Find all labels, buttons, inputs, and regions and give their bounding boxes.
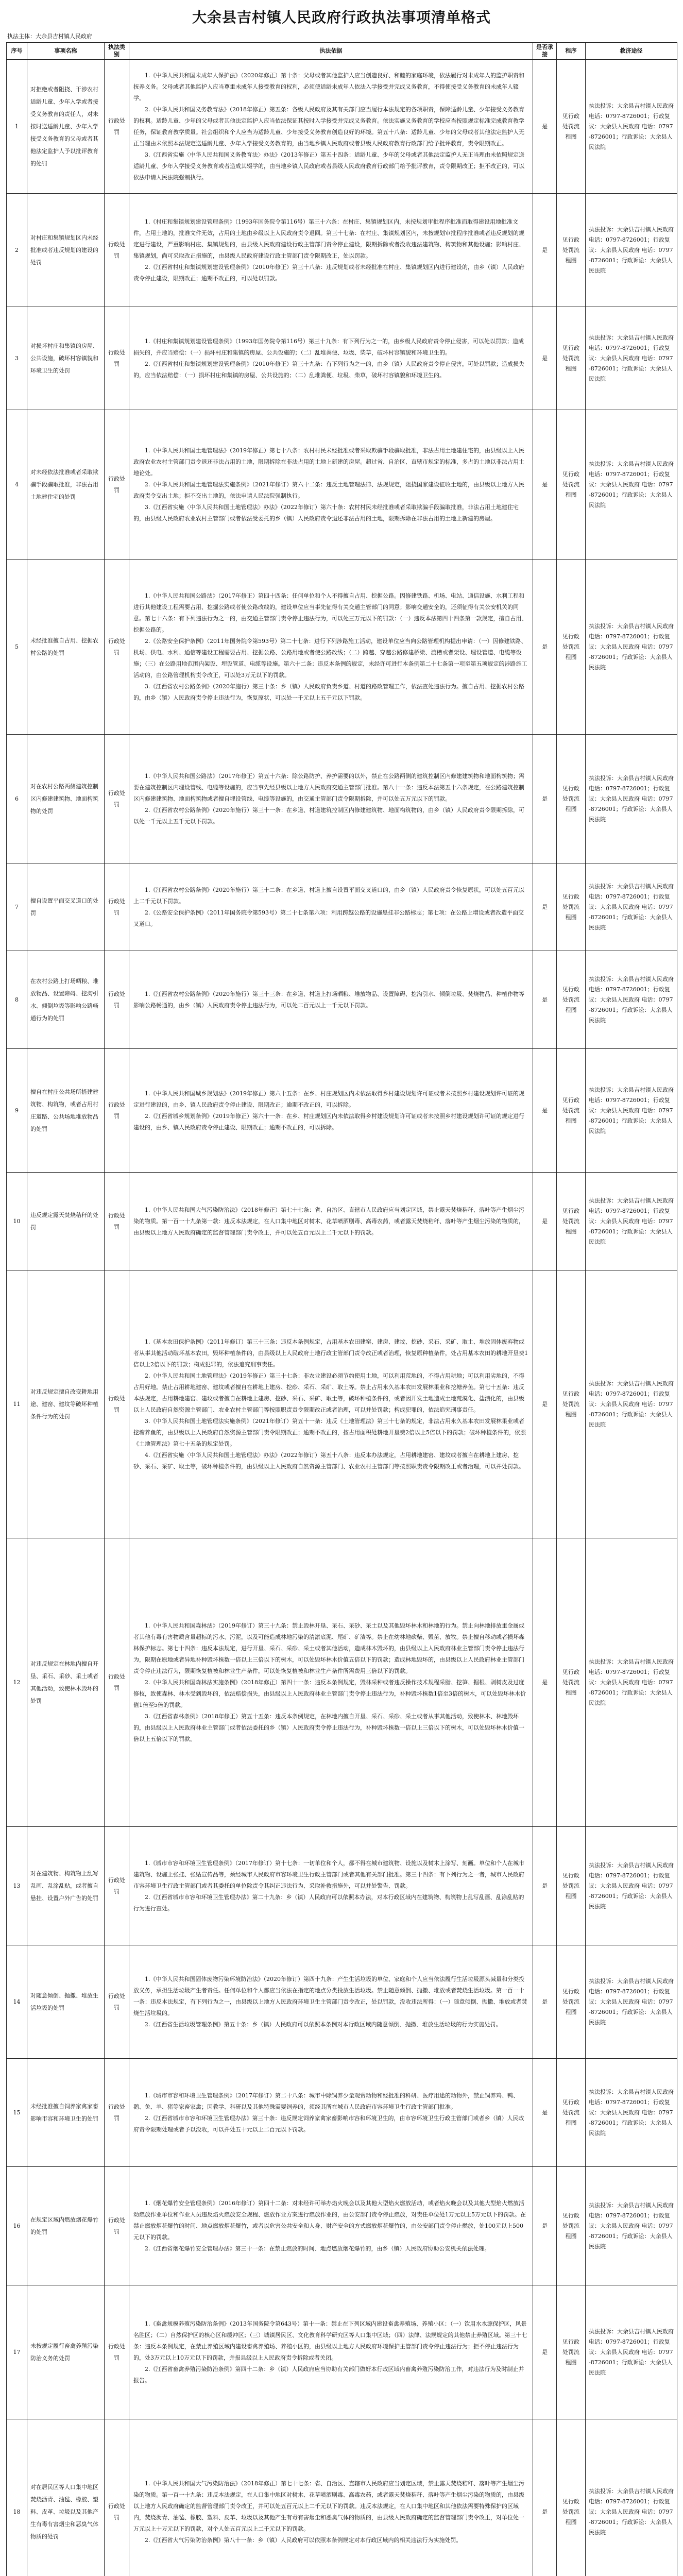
header-procedure: 程序 <box>557 43 586 60</box>
table-row <box>7 1945 677 2059</box>
enforcement-category: 行政处罚 <box>105 194 129 307</box>
table-row <box>7 410 677 560</box>
item-name: 对违反规定擅自改变耕地用途、建窑、建坟等破坏种植条件行为的处罚 <box>27 1270 105 1538</box>
legal-basis-paragraph: 2.《江西省村庄和集镇规划建设管理条例》（2010年修正）第三十九条：有下列行为之一的，由乡（镇）人民政府责令停止侵害，可处以罚款；造成损失的，应当依法赔偿：（一）损坏村庄和集镇的房屋、公共设施的；（二）乱堆粪便、垃圾、柴草，破坏村容镇貌和环境卫生的。 <box>133 360 524 379</box>
legal-basis-paragraph: 2.《江西省大气污染防治条例》第八十一条：乡（镇）人民政府可以依照本条例规定对本行政区域内的相关违法行为实施处罚。 <box>145 2536 462 2544</box>
table-row <box>7 1270 677 1538</box>
table-body <box>7 60 677 2576</box>
enforcement-category: 行政处罚 <box>105 2419 129 2576</box>
enforcement-category: 行政处罚 <box>105 60 129 194</box>
legal-basis <box>129 560 533 735</box>
legal-basis-paragraph: 1.《村庄和集镇规划建设管理条例》（1993年国务院令第116号）第三十六条：在村庄、集镇规划区内，未按规划审批程序批准而取得建设用地批准文件，占用土地的，批准文件无效，占用的土地由乡级以上人民政府责令退回。第三十七条：在村庄、集镇规划区内，未按规划审批程序批准或者违反规划的规定进行建设，严重影响村庄、集镇规划的，由县级人民政府建设行政主管部门责令停止建设，限期拆除或者没收违法建筑物、构筑物和其他设施；影响村庄、集镇规划，尚可采取改正措施的，由县级人民政府建设行政主管部门责令限期改正，处以罚款。 <box>133 218 524 259</box>
enforcement-unit-label: 执法主体：大余县吉村镇人民政府 <box>7 33 92 40</box>
enforcement-category: 行政处罚 <box>105 951 129 1049</box>
accepted-flag: 是 <box>533 1538 557 1827</box>
table-row <box>7 307 677 410</box>
remedy-channels: 执法投诉：大余县吉村镇人民政府 电话：0797-8726001；行政复议：大余县人民政府 电话：0797-8726001；行政诉讼：大余县人民法院 <box>586 1538 677 1827</box>
table-row <box>7 60 677 194</box>
legal-basis-paragraph: 1.《中华人民共和国城乡规划法》（2019年修正）第六十五条：在乡、村庄规划区内未依法取得乡村建设规划许可证或者未按照乡村建设规划许可证的规定进行建设的，由乡、镇人民政府责令停止建设、限期改正；逾期不改正的，可以拆除。 <box>133 1090 524 1108</box>
legal-basis-paragraph: 3.《江西省实施〈中华人民共和国土地管理法〉办法》（2022年修订）第六十条：农村村民未经批准或者采取欺骗手段骗取批准，非法占用土地建住宅的，由县级人民政府农业农村主管部门或者依法受委托的乡（镇）人民政府责令退还非法占用的土地，限期拆除在非法占用的土地上新建的房屋。 <box>133 503 519 522</box>
accepted-flag: 是 <box>533 1173 557 1270</box>
procedure: 见行政处罚流程图 <box>557 1945 586 2059</box>
procedure: 见行政处罚流程图 <box>557 1827 586 1945</box>
item-name: 对违反规定在林地内擅自开垦、采石、采砂、采土或者其他活动，致使林木毁坏的处罚 <box>27 1538 105 1827</box>
legal-basis <box>129 735 533 863</box>
header-remedy: 救济途径 <box>586 43 677 60</box>
enforcement-category: 行政处罚 <box>105 2167 129 2285</box>
legal-basis-paragraph: 1.《中华人民共和国未成年人保护法》（2020年修正）第十条：父母或者其他监护人应当创造良好、和睦的家庭环境，依法履行对未成年人的监护职责和抚养义务。父母或者其他监护人应当尊重未成年人接受教育的权利，必须使适龄未成年人依法入学接受并完成义务教育，不得使接受义务教育的未成年人辍学。 <box>133 72 524 101</box>
row-number: 16 <box>7 2167 27 2285</box>
item-name: 在农村公路上打场晒粮、堆放物品、设置障碍、挖沟引水、倾倒垃圾等影响公路畅通行为的处罚 <box>27 951 105 1049</box>
table-row <box>7 1049 677 1173</box>
table-row <box>7 2285 677 2419</box>
table-row <box>7 2059 677 2167</box>
row-number: 2 <box>7 194 27 307</box>
accepted-flag: 是 <box>533 2059 557 2167</box>
table-row <box>7 560 677 735</box>
legal-basis-paragraph: 1.《中华人民共和国大气污染防治法》（2018年修正）第七十七条：省、自治区、直辖市人民政府应当划定区域，禁止露天焚烧秸秆、落叶等产生烟尘污染的物质。第一百一十九条：违反本法规定，在人口集中地区对树木、花草喷洒剧毒、高毒农药，或者露天焚烧秸秆、落叶等产生烟尘污染的物质的，由县级以上地方人民政府确定的监督管理部门责令改正，并可以处五百元以上二千元以下的罚款。违反本法规定，在人口集中地区和其他依法需要特殊保护的区域内，焚烧沥青、油毡、橡胶、塑料、皮革、垃圾以及其他产生有毒有害烟尘和恶臭气体的物质的，由县级人民政府确定的监督管理部门责令改正，对单位处一万元以上十万元以下的罚款，对个人处五百元以上二千元以下的罚款。 <box>133 2480 524 2532</box>
legal-basis <box>129 2285 533 2419</box>
enforcement-category: 行政处罚 <box>105 410 129 560</box>
remedy-channels: 执法投诉：大余县吉村镇人民政府 电话：0797-8726001；行政复议：大余县人民政府 电话：0797-8726001；行政诉讼：大余县人民法院 <box>586 2059 677 2167</box>
procedure: 见行政处罚流程图 <box>557 2167 586 2285</box>
remedy-channels: 执法投诉：大余县吉村镇人民政府 电话：0797-8726001；行政复议：大余县人民政府 电话：0797-8726001；行政诉讼：大余县人民法院 <box>586 410 677 560</box>
legal-basis <box>129 951 533 1049</box>
header-category: 执法类别 <box>105 43 129 60</box>
accepted-flag: 是 <box>533 951 557 1049</box>
procedure: 见行政处罚流程图 <box>557 60 586 194</box>
legal-basis-paragraph: 1.《中华人民共和国森林法》（2019年修订）第三十九条：禁止毁林开垦、采石、采砂、采土以及其他毁坏林木和林地的行为。禁止向林地排放重金属或者其他有毒有害物质含量超标的污水、污泥，以及可能造成林地污染的清淤底泥、尾矿、矿渣等。禁止在幼林地砍柴、毁苗、放牧。禁止擅自移动或者损坏森林保护标志。第七十四条：违反本法规定，进行开垦、采石、采砂、采土或者其他活动，造成林木毁坏的，由县级以上人民政府林业主管部门责令停止违法行为，限期在原地或者异地补种毁坏株数一倍以上三倍以下的树木，可以处毁坏林木价值五倍以下的罚款；造成林地毁坏的，由县级以上人民政府林业主管部门责令停止违法行为，限期恢复植被和林业生产条件，可以处恢复植被和林业生产条件所需费用三倍以下的罚款。 <box>133 1622 524 1674</box>
table-row <box>7 2167 677 2285</box>
legal-basis-paragraph: 2.《江西省生活垃圾管理条例》第五十条：乡（镇）人民政府可以依照本条例对本行政区域内随意倾倒、抛撒、堆放生活垃圾的行为实施处罚。 <box>145 2021 502 2028</box>
remedy-channels: 执法投诉：大余县吉村镇人民政府 电话：0797-8726001；行政复议：大余县人民政府 电话：0797-8726001；行政诉讼：大余县人民法院 <box>586 951 677 1049</box>
accepted-flag: 是 <box>533 1270 557 1538</box>
enforcement-items-table <box>6 42 677 2576</box>
procedure: 见行政处罚流程图 <box>557 1270 586 1538</box>
procedure: 见行政处罚流程图 <box>557 1538 586 1827</box>
legal-basis-paragraph: 1.《城市市容和环境卫生管理条例》（2017年修订）第十七条：一切单位和个人，都不得在城市建筑物、设施以及树木上涂写、刻画。单位和个人在城市建筑物、设施上张挂、张贴宣传品等，须经城市人民政府市容环境卫生行政主管部门或者其他有关部门批准。第三十四条：有下列行为之一者，城市人民政府市容环境卫生行政主管部门或者其委托的单位除责令其纠正违法行为、采取补救措施外，可以并处警告、罚款。 <box>133 1859 524 1889</box>
accepted-flag: 是 <box>533 2419 557 2576</box>
enforcement-category: 行政处罚 <box>105 1538 129 1827</box>
legal-basis <box>129 1049 533 1173</box>
row-number: 1 <box>7 60 27 194</box>
table-row <box>7 1173 677 1270</box>
enforcement-category: 行政处罚 <box>105 1049 129 1173</box>
legal-basis-paragraph: 1.《中华人民共和国公路法》（2017年修正）第四十四条：任何单位和个人不得擅自占用、挖掘公路。因修建铁路、机场、电站、通信设施、水利工程和进行其他建设工程需要占用、挖掘公路或者使公路改线的，建设单位应当事先征得有关交通主管部门的同意；影响交通安全的，还须征得有关公安机关的同意。第七十六条：有下列违法行为之一的，由交通主管部门责令停止违法行为，可以处三万元以下的罚款：（一）违反本法第四十四条第一款规定，擅自占用、挖掘公路的。 <box>133 592 527 633</box>
item-name: 在规定区域内燃放烟花爆竹的处罚 <box>27 2167 105 2285</box>
legal-basis <box>129 307 533 410</box>
legal-basis <box>129 1827 533 1945</box>
accepted-flag: 是 <box>533 2167 557 2285</box>
accepted-flag: 是 <box>533 410 557 560</box>
legal-basis <box>129 1173 533 1270</box>
item-name: 对随意倾倒、抛撒、堆放生活垃圾的处罚 <box>27 1945 105 2059</box>
legal-basis-paragraph: 1.《烟花爆竹安全管理条例》（2016年修订）第四十二条：对未经许可举办焰火晚会以及其他大型焰火燃放活动，或者焰火晚会以及其他大型焰火燃放活动燃放作业单位和作业人员违反焰火燃放安全规程、燃放作业方案进行燃放作业的，由公安部门责令停止燃放，对责任单位处1万元以上5万元以下的罚款。在禁止燃放烟花爆竹的时间、地点燃放烟花爆竹，或者以危害公共安全和人身、财产安全的方式燃放烟花爆竹的，由公安部门责令停止燃放，处100元以上500元以下的罚款。 <box>133 2199 526 2241</box>
enforcement-category: 行政处罚 <box>105 2285 129 2419</box>
legal-basis-paragraph: 2.《公路安全保护条例》（2011年国务院令第593号）第二十七条第六项：利用跨越公路的设施悬挂非公路标志；第七项：在公路上增设或者改造平面交叉道口。 <box>133 909 524 927</box>
procedure: 见行政处罚流程图 <box>557 194 586 307</box>
row-number: 8 <box>7 951 27 1049</box>
enforcement-category: 行政处罚 <box>105 2059 129 2167</box>
item-name: 对在农村公路两侧建筑控制区内修建建筑物、地面构筑物的处罚 <box>27 735 105 863</box>
enforcement-category: 行政处罚 <box>105 1173 129 1270</box>
row-number: 4 <box>7 410 27 560</box>
accepted-flag: 是 <box>533 194 557 307</box>
legal-basis-paragraph: 2.《中华人民共和国森林法实施条例》（2018年修正）第四十一条：违反本条例规定，毁林采种或者违反操作技术规程采脂、挖笋、掘根、剥树皮及过度修枝，致使森林、林木受到毁坏的，依法赔偿损失，由县级以上人民政府林业主管部门责令停止违法行为，补种毁坏株数1倍至3倍的树木，可以处毁坏林木价值1倍至5倍的罚款。 <box>133 1679 526 1708</box>
enforcement-category: 行政处罚 <box>105 863 129 951</box>
item-name: 对在建筑物、构筑物上乱写乱画、乱涂乱贴，或者擅自悬挂、设置户外广告的处罚 <box>27 1827 105 1945</box>
remedy-channels: 执法投诉：大余县吉村镇人民政府 电话：0797-8726001；行政复议：大余县人民政府 电话：0797-8726001；行政诉讼：大余县人民法院 <box>586 60 677 194</box>
legal-basis-paragraph: 2.《江西省农村公路条例》（2020年施行）第三十一条：在乡道、村道建筑控制区内修建建筑物、地面构筑物的，由乡（镇）人民政府责令限期拆除，可以处一千元以上五千元以下罚款。 <box>133 806 524 825</box>
procedure: 见行政处罚流程图 <box>557 1173 586 1270</box>
legal-basis-paragraph: 1.《畜禽规模养殖污染防治条例》（2013年国务院令第643号）第十一条：禁止在下列区域内建设畜禽养殖场、养殖小区：（一）饮用水水源保护区，风景名胜区；（二）自然保护区的核心区和缓冲区；（三）城镇居民区、文化教育科学研究区等人口集中区域；（四）法律、法规规定的其他禁止养殖区域。第三十七条：违反本条例规定，在禁止养殖区域内建设畜禽养殖场、养殖小区的，由县级以上地方人民政府环境保护主管部门责令停止违法行为；拒不停止违法行为的，处3万元以上10万元以下的罚款，并报县级以上人民政府责令拆除或者关闭。 <box>133 2320 527 2361</box>
procedure: 见行政处罚流程图 <box>557 2285 586 2419</box>
legal-basis-paragraph: 3.《江西省农村公路条例》（2020年施行）第三十条：乡（镇）人民政府负责乡道、村道的路政管理工作，依法查处违法行为。擅自占用、挖掘农村公路的，由乡（镇）人民政府责令停止违法行为，恢复原状，可以处一千元以上五千元以下罚款。 <box>133 683 524 701</box>
legal-basis-paragraph: 1.《中华人民共和国土地管理法》（2019年修正）第七十八条：农村村民未经批准或者采取欺骗手段骗取批准，非法占用土地建住宅的，由县级以上人民政府农业农村主管部门责令退还非法占用的土地，限期拆除在非法占用的土地上新建的房屋。超过省、自治区、直辖市规定的标准，多占的土地以非法占用土地论处。 <box>133 447 524 477</box>
item-name: 擅自设置平面交叉道口的处罚 <box>27 863 105 951</box>
remedy-channels: 执法投诉：大余县吉村镇人民政府 电话：0797-8726001；行政复议：大余县人民政府 电话：0797-8726001；行政诉讼：大余县人民法院 <box>586 194 677 307</box>
enforcement-category: 行政处罚 <box>105 1270 129 1538</box>
legal-basis-paragraph: 2.《江西省城市市容和环境卫生管理办法》第三十条：违反规定饲养家禽家畜影响市容和环境卫生的，由市容环境卫生行政主管部门或者乡（镇）人民政府责令限期处理或者予以没收，可以并处五十元以上二百元以下罚款。 <box>133 2114 524 2133</box>
table-row <box>7 194 677 307</box>
table-row <box>7 1538 677 1827</box>
table-row <box>7 863 677 951</box>
legal-basis <box>129 1538 533 1827</box>
accepted-flag: 是 <box>533 1827 557 1945</box>
legal-basis-paragraph: 3.《江西省实施〈中华人民共和国义务教育法〉办法》（2013年修正）第五十四条：适龄儿童、少年的父母或者其他法定监护人无正当理由未依照规定送适龄儿童、少年入学接受义务教育或者造成其辍学的，由当地乡镇人民政府或者县级人民政府教育行政部门给予批评教育，责令限期改正；拒不改正的，可以依法申请人民法院强制执行。 <box>133 151 524 181</box>
enforcement-category: 行政处罚 <box>105 735 129 863</box>
legal-basis-paragraph: 2.《江西省烟花爆竹安全管理办法》第三十一条：在禁止燃放的时间、地点燃放烟花爆竹的，由乡（镇）人民政府协助公安机关依法处理。 <box>145 2245 490 2252</box>
legal-basis <box>129 2167 533 2285</box>
header-item-name: 事项名称 <box>27 43 105 60</box>
legal-basis-paragraph: 2.《江西省村庄和集镇规划建设管理条例》（2010年修正）第三十八条：违反规划或者未经批准在村庄、集镇规划区内进行建设的，由乡（镇）人民政府责令停止建设，限期改正；逾期不改正的，可以处以罚款。 <box>133 263 524 282</box>
remedy-channels: 执法投诉：大余县吉村镇人民政府 电话：0797-8726001；行政复议：大余县人民政府 电话：0797-8726001；行政诉讼：大余县人民法院 <box>586 307 677 410</box>
item-name: 对村庄和集镇规划区内未经批准或者违反规划的建设的处罚 <box>27 194 105 307</box>
legal-basis <box>129 194 533 307</box>
remedy-channels: 执法投诉：大余县吉村镇人民政府 电话：0797-8726001；行政复议：大余县人民政府 电话：0797-8726001；行政诉讼：大余县人民法院 <box>586 2419 677 2576</box>
remedy-channels: 执法投诉：大余县吉村镇人民政府 电话：0797-8726001；行政复议：大余县人民政府 电话：0797-8726001；行政诉讼：大余县人民法院 <box>586 1827 677 1945</box>
legal-basis-paragraph: 4.《江西省实施〈中华人民共和国土地管理法〉办法》（2022年修订）第五十八条：违反本办法规定，占用耕地建窑、建坟或者擅自在耕地上建房、挖砂、采石、采矿、取土等，破坏种植条件的，由县级以上人民政府自然资源主管部门、农业农村主管部门等按照职责责令限期改正或者治理，可以并处罚款。 <box>133 1451 524 1470</box>
procedure: 见行政处罚流程图 <box>557 735 586 863</box>
table-row <box>7 2419 677 2576</box>
remedy-channels: 执法投诉：大余县吉村镇人民政府 电话：0797-8726001；行政复议：大余县人民政府 电话：0797-8726001；行政诉讼：大余县人民法院 <box>586 735 677 863</box>
legal-basis-paragraph: 1.《城市市容和环境卫生管理条例》（2017年修订）第二十八条：城市中除饲养少量观赏动物和经批准的科研、医疗用途的动物外，禁止饲养鸡、鸭、鹅、兔、羊、猪等家畜家禽；因教学、科研以及其他特殊需要饲养的，须经其所在城市人民政府市容环境卫生行政主管部门批准。 <box>133 2092 519 2110</box>
item-name: 对拒绝或者阻挠、干涉农村适龄儿童、少年入学或者接受义务教育的责任人，对未按时送适龄儿童、少年入学接受义务教育的父母或者其他法定监护人予以批评教育的处罚 <box>27 60 105 194</box>
procedure: 见行政处罚流程图 <box>557 2059 586 2167</box>
legal-basis-paragraph: 1.《中华人民共和国大气污染防治法》（2018年修正）第七十七条：省、自治区、直辖市人民政府应当划定区域，禁止露天焚烧秸秆、落叶等产生烟尘污染的物质。第一百一十九条第一款：违反本法规定，在人口集中地区对树木、花草喷洒剧毒、高毒农药，或者露天焚烧秸秆、落叶等产生烟尘污染的物质的，由县级以上地方人民政府确定的监督管理部门责令改正，并可以处五百元以上二千元以下的罚款。 <box>133 1206 524 1236</box>
row-number: 9 <box>7 1049 27 1173</box>
row-number: 6 <box>7 735 27 863</box>
enforcement-category: 行政处罚 <box>105 1945 129 2059</box>
accepted-flag: 是 <box>533 560 557 735</box>
table-row <box>7 735 677 863</box>
item-name: 对未经依法批准或者采取欺骗手段骗取批准，非法占用土地建住宅的处罚 <box>27 410 105 560</box>
accepted-flag: 是 <box>533 2285 557 2419</box>
legal-basis-paragraph: 1.《江西省农村公路条例》（2020年施行）第三十二条：在乡道、村道上擅自设置平面交叉道口的，由乡（镇）人民政府责令恢复原状，可以处五百元以上二千元以下罚款。 <box>133 886 524 905</box>
item-name: 未按规定履行畜禽养殖污染防治义务的处罚 <box>27 2285 105 2419</box>
legal-basis-paragraph: 1.《中华人民共和国固体废物污染环境防治法》（2020年修订）第四十九条：产生生活垃圾的单位、家庭和个人应当依法履行生活垃圾源头减量和分类投放义务，承担生活垃圾产生者责任。任何单位和个人都应当依法在指定的地点分类投放生活垃圾。禁止随意倾倒、抛撒、堆放或者焚烧生活垃圾。第一百一十一条：违反本法规定，有下列行为之一，由县级以上地方人民政府环境卫生主管部门责令改正，处以罚款，没收违法所得：（一）随意倾倒、抛撒、堆放或者焚烧生活垃圾的。 <box>133 1975 527 2016</box>
enforcement-category: 行政处罚 <box>105 560 129 735</box>
legal-basis-paragraph: 2.《中华人民共和国土地管理法》（2019年修正）第三十七条：非农业建设必须节约使用土地，可以利用荒地的，不得占用耕地；可以利用劣地的，不得占用好地。禁止占用耕地建窑、建坟或者擅自在耕地上建房、挖砂、采石、采矿、取土等。禁止占用永久基本农田发展林果业和挖塘养鱼。第七十五条：违反本法规定，占用耕地建窑、建坟或者擅自在耕地上建房、挖砂、采石、采矿、取土等，破坏种植条件的，或者因开发土地造成土地荒漠化、盐渍化的，由县级以上人民政府自然资源主管部门、农业农村主管部门等按照职责责令限期改正或者治理，可以并处罚款；构成犯罪的，依法追究刑事责任。 <box>133 1372 524 1413</box>
legal-basis-paragraph: 2.《公路安全保护条例》（2011年国务院令第593号）第二十七条：进行下列涉路施工活动，建设单位应当向公路管理机构提出申请：（一）因修建铁路、机场、供电、水利、通信等建设工程需要占用、挖掘公路、公路用地或者使公路改线；（二）跨越、穿越公路修建桥梁、渡槽或者架设、埋设管道、电缆等设施；（三）在公路用地范围内架设、埋设管道、电缆等设施。第六十二条：违反本条例的规定，未经许可进行本条例第二十七条第一项至第五项规定的涉路施工活动的，由公路管理机构责令改正，可以处3万元以下的罚款。 <box>133 637 527 679</box>
row-number: 18 <box>7 2419 27 2576</box>
row-number: 3 <box>7 307 27 410</box>
header-no: 序号 <box>7 43 27 60</box>
legal-basis <box>129 1945 533 2059</box>
enforcement-category: 行政处罚 <box>105 307 129 410</box>
row-number: 12 <box>7 1538 27 1827</box>
table-row <box>7 951 677 1049</box>
legal-basis-paragraph: 2.《江西省城乡规划条例》（2019年修正）第六十一条：在乡、村庄规划区内未依法取得乡村建设规划许可证或者未按照乡村建设规划许可证的规定进行建设的，由乡、镇人民政府责令停止建设、限期改正；逾期不改正的，可以拆除。 <box>133 1112 524 1131</box>
legal-basis-paragraph: 2.《江西省畜禽养殖污染防治条例》第四十二条：乡（镇）人民政府应当协助有关部门做好本行政区域内畜禽养殖污染防治工作，对违法行为及时制止并报告。 <box>133 2365 524 2384</box>
item-name: 擅自在村庄公共场所搭建建筑物、构筑物，或者占用村庄道路、公共场地堆放物品的处罚 <box>27 1049 105 1173</box>
remedy-channels: 执法投诉：大余县吉村镇人民政府 电话：0797-8726001；行政复议：大余县人民政府 电话：0797-8726001；行政诉讼：大余县人民法院 <box>586 1173 677 1270</box>
remedy-channels: 执法投诉：大余县吉村镇人民政府 电话：0797-8726001；行政复议：大余县人民政府 电话：0797-8726001；行政诉讼：大余县人民法院 <box>586 2285 677 2419</box>
row-number: 7 <box>7 863 27 951</box>
accepted-flag: 是 <box>533 1049 557 1173</box>
item-name: 违反规定露天焚烧秸秆的处罚 <box>27 1173 105 1270</box>
item-name: 未经批准擅自饲养家禽家畜影响市容和环境卫生的处罚 <box>27 2059 105 2167</box>
legal-basis <box>129 60 533 194</box>
legal-basis-paragraph: 1.《中华人民共和国公路法》（2017年修正）第五十六条：除公路防护、养护需要的以外，禁止在公路两侧的建筑控制区内修建建筑物和地面构筑物；需要在建筑控制区内埋设管线、电缆等设施的，应当事先经县级以上地方人民政府交通主管部门批准。第八十一条：违反本法第五十六条规定，在公路建筑控制区内修建建筑物、地面构筑物或者擅自埋设管线、电缆等设施的，由交通主管部门责令限期拆除，并可以处五万元以下的罚款。 <box>133 772 524 802</box>
procedure: 见行政处罚流程图 <box>557 863 586 951</box>
row-number: 13 <box>7 1827 27 1945</box>
procedure: 见行政处罚流程图 <box>557 307 586 410</box>
procedure: 见行政处罚流程图 <box>557 560 586 735</box>
legal-basis <box>129 410 533 560</box>
accepted-flag: 是 <box>533 307 557 410</box>
remedy-channels: 执法投诉：大余县吉村镇人民政府 电话：0797-8726001；行政复议：大余县人民政府 电话：0797-8726001；行政诉讼：大余县人民法院 <box>586 2167 677 2285</box>
legal-basis-paragraph: 3.《中华人民共和国土地管理法实施条例》（2021年修订）第五十一条：违反《土地管理法》第三十七条的规定，非法占用永久基本农田发展林果业或者挖塘养鱼的，由县级以上人民政府自然资源主管部门责令限期改正；逾期不改正的，按占用面积处耕地开垦费2倍以上5倍以下的罚款；破坏种植条件的，依照《土地管理法》第七十五条的规定处罚。 <box>133 1417 526 1447</box>
accepted-flag: 是 <box>533 1945 557 2059</box>
legal-basis <box>129 2059 533 2167</box>
item-name: 对损坏村庄和集镇的房屋、公共设施，破坏村容镇貌和环境卫生的处罚 <box>27 307 105 410</box>
table-row <box>7 1827 677 1945</box>
remedy-channels: 执法投诉：大余县吉村镇人民政府 电话：0797-8726001；行政复议：大余县人民政府 电话：0797-8726001；行政诉讼：大余县人民法院 <box>586 1049 677 1173</box>
legal-basis-paragraph: 1.《江西省农村公路条例》（2020年施行）第三十三条：在乡道、村道上打场晒粮、堆放物品、设置障碍、挖沟引水、倾倒垃圾、焚烧物品、种植作物等影响公路畅通的，由乡（镇）人民政府责令停止违法行为，可以处二百元以上一千元以下罚款。 <box>133 990 524 1009</box>
remedy-channels: 执法投诉：大余县吉村镇人民政府 电话：0797-8726001；行政复议：大余县人民政府 电话：0797-8726001；行政诉讼：大余县人民法院 <box>586 560 677 735</box>
header-accepted: 是否承接 <box>533 43 557 60</box>
enforcement-category: 行政处罚 <box>105 1827 129 1945</box>
row-number: 17 <box>7 2285 27 2419</box>
legal-basis <box>129 2419 533 2576</box>
remedy-channels: 执法投诉：大余县吉村镇人民政府 电话：0797-8726001；行政复议：大余县人民政府 电话：0797-8726001；行政诉讼：大余县人民法院 <box>586 1270 677 1538</box>
row-number: 5 <box>7 560 27 735</box>
legal-basis <box>129 1270 533 1538</box>
row-number: 15 <box>7 2059 27 2167</box>
item-name: 未经批准擅自占用、挖掘农村公路的处罚 <box>27 560 105 735</box>
legal-basis-paragraph: 2.《江西省城市市容和环境卫生管理办法》第二十九条：乡（镇）人民政府可以依照本办法，对本行政区域内在建筑物、构筑物上乱写乱画、乱涂乱贴的行为进行查处。 <box>133 1893 524 1912</box>
row-number: 11 <box>7 1270 27 1538</box>
accepted-flag: 是 <box>533 735 557 863</box>
header-legal-basis: 执法依据 <box>129 43 533 60</box>
legal-basis <box>129 863 533 951</box>
procedure: 见行政处罚流程图 <box>557 2419 586 2576</box>
procedure: 见行政处罚流程图 <box>557 951 586 1049</box>
row-number: 14 <box>7 1945 27 2059</box>
legal-basis-paragraph: 2.《中华人民共和国义务教育法》（2018年修正）第五条：各级人民政府及其有关部门应当履行本法规定的各项职责，保障适龄儿童、少年接受义务教育的权利。适龄儿童、少年的父母或者其他法定监护人应当依法保证其按时入学接受并完成义务教育。依法实施义务教育的学校应当按照规定标准完成教育教学任务，保证教育教学质量。社会组织和个人应当为适龄儿童、少年接受义务教育创造良好的环境。第五十八条：适龄儿童、少年的父母或者其他法定监护人无正当理由未依照本法规定送适龄儿童、少年入学接受义务教育的，由当地乡镇人民政府或者县级人民政府教育行政部门给予批评教育，责令限期改正。 <box>133 106 524 147</box>
legal-basis-paragraph: 3.《江西省森林条例》（2018年修正）第五十五条：违反本条例规定，在林地内擅自开垦、采石、采砂、采土或者从事其他活动，致使林木、林地毁坏的，由县级以上人民政府林业主管部门或者依法委托的乡（镇）人民政府责令停止违法行为，补种毁坏株数一倍以上三倍以下的树木，可以处毁坏林木价值一倍以上五倍以下的罚款。 <box>133 1713 524 1742</box>
procedure: 见行政处罚流程图 <box>557 1049 586 1173</box>
accepted-flag: 是 <box>533 60 557 194</box>
item-name: 对在居民区等人口集中地区焚烧沥青、油毡、橡胶、塑料、皮革、垃圾以及其他产生有毒有害烟尘和恶臭气体物质的处罚 <box>27 2419 105 2576</box>
legal-basis-paragraph: 1.《村庄和集镇规划建设管理条例》（1993年国务院令第116号）第三十九条：有下列行为之一的，由乡级人民政府责令停止侵害，可以处以罚款；造成损失的，并应当赔偿：（一）损坏村庄和集镇的房屋、公共设施的；（二）乱堆粪便、垃圾、柴草，破坏村容镇貌和环境卫生的。 <box>133 337 524 356</box>
remedy-channels: 执法投诉：大余县吉村镇人民政府 电话：0797-8726001；行政复议：大余县人民政府 电话：0797-8726001；行政诉讼：大余县人民法院 <box>586 863 677 951</box>
legal-basis-paragraph: 1.《基本农田保护条例》（2011年修订）第三十三条：违反本条例规定，占用基本农田建窑、建房、建坟、挖砂、采石、采矿、取土、堆放固体废弃物或者从事其他活动破坏基本农田，毁坏种植条件的，由县级以上人民政府土地行政主管部门责令改正或者治理，恢复原种植条件，处占用基本农田的耕地开垦费1倍以上2倍以下的罚款；构成犯罪的，依法追究刑事责任。 <box>133 1338 528 1368</box>
remedy-channels: 执法投诉：大余县吉村镇人民政府 电话：0797-8726001；行政复议：大余县人民政府 电话：0797-8726001；行政诉讼：大余县人民法院 <box>586 1945 677 2059</box>
procedure: 见行政处罚流程图 <box>557 410 586 560</box>
document-title: 大余县吉村镇人民政府行政执法事项清单格式 <box>192 9 491 26</box>
legal-basis-paragraph: 2.《中华人民共和国土地管理法实施条例》（2021年修订）第六十二条：违反土地管理法律、法规规定，阻挠国家建设征收土地的，由县级以上地方人民政府责令交出土地；拒不交出土地的，依法申请人民法院强制执行。 <box>133 481 524 499</box>
row-number: 10 <box>7 1173 27 1270</box>
table-header-row <box>7 43 677 60</box>
accepted-flag: 是 <box>533 863 557 951</box>
